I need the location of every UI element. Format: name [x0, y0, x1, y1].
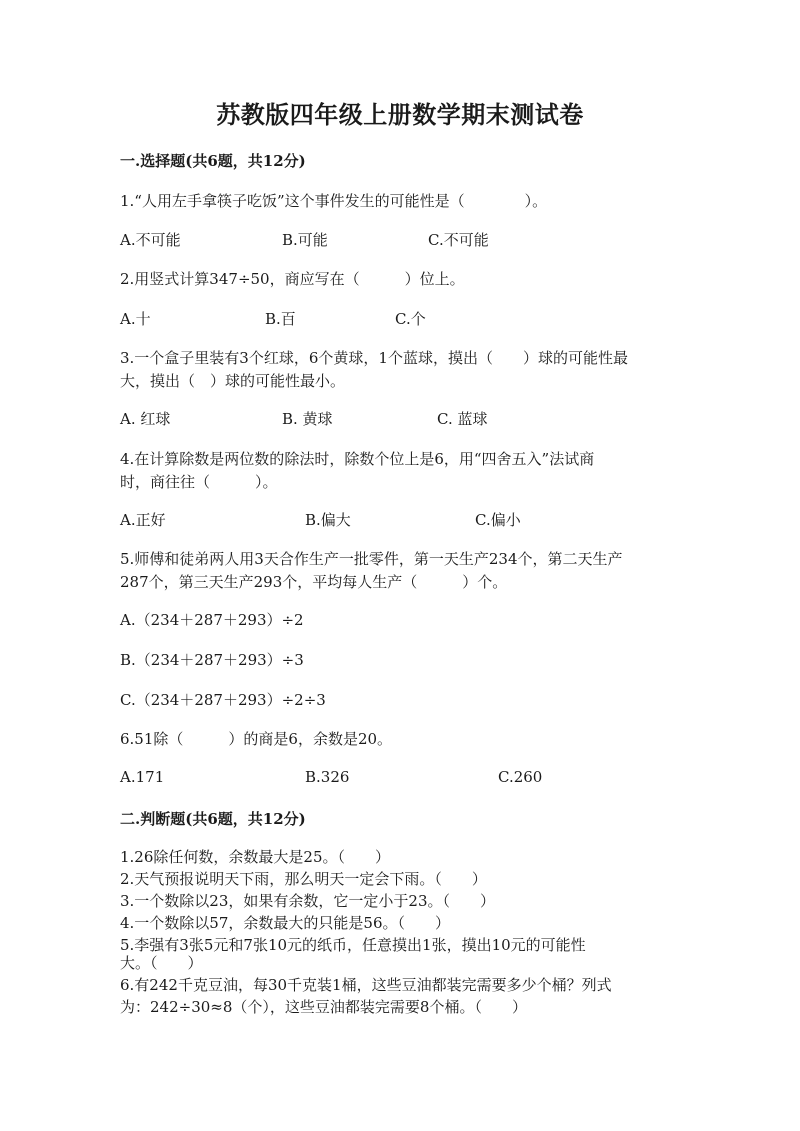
question-5-line-2: 287个，第三天生产293个，平均每人生产（ ）个。: [120, 573, 508, 591]
question-1-option-a: A.不可能: [120, 231, 181, 249]
judgement-item-1: 1.26除任何数，余数最大是25。（ ）: [120, 848, 390, 866]
question-3-option-a: A. 红球: [120, 410, 171, 428]
judgement-item-6-line-1: 6.有242千克豆油，每30千克装1桶，这些豆油都装完需要多少个桶？列式: [120, 976, 612, 994]
question-2-option-a: A.十: [120, 310, 151, 328]
judgement-item-3: 3.一个数除以23，如果有余数，它一定小于23。（ ）: [120, 892, 495, 910]
question-6: 6.51除（ ）的商是6，余数是20。: [120, 730, 393, 748]
question-2-option-b: B.百: [265, 310, 296, 328]
judgement-item-6-line-2: 为：242÷30≈8（个），这些豆油都装完需要8个桶。（ ）: [120, 998, 527, 1016]
question-6-option-c: C.260: [498, 768, 543, 786]
question-2: 2.用竖式计算347÷50，商应写在（ ）位上。: [120, 270, 465, 288]
section-heading-judgement: 二.判断题(共6题，共12分): [120, 810, 306, 828]
section-heading-choice: 一.选择题(共6题，共12分): [120, 152, 306, 170]
question-1-option-c: C.不可能: [428, 231, 489, 249]
question-1-option-b: B.可能: [282, 231, 328, 249]
question-2-option-c: C.个: [395, 310, 426, 328]
question-5-line-1: 5.师傅和徒弟两人用3天合作生产一批零件，第一天生产234个，第二天生产: [120, 550, 623, 568]
question-4-option-a: A.正好: [120, 511, 166, 529]
judgement-item-5-line-1: 5.李强有3张5元和7张10元的纸币，任意摸出1张，摸出10元的可能性: [120, 936, 586, 954]
judgement-item-5-line-2: 大。（ ）: [120, 954, 203, 972]
judgement-item-4: 4.一个数除以57，余数最大的只能是56。（ ）: [120, 914, 450, 932]
question-4-option-c: C.偏小: [475, 511, 521, 529]
question-3-line-1: 3.一个盒子里装有3个红球，6个黄球，1个蓝球，摸出（ ）球的可能性最: [120, 349, 628, 367]
question-1: 1.“人用左手拿筷子吃饭”这个事件发生的可能性是（ ）。: [120, 192, 548, 210]
question-4-option-b: B.偏大: [305, 511, 351, 529]
exam-title: 苏教版四年级上册数学期末测试卷: [216, 100, 584, 129]
question-3-option-b: B. 黄球: [282, 410, 333, 428]
question-5-option-b: B.（234＋287＋293）÷3: [120, 651, 304, 669]
question-5-option-a: A.（234＋287＋293）÷2: [120, 611, 304, 629]
question-4-line-2: 时，商往往（ ）。: [120, 473, 278, 491]
question-5-option-c: C.（234＋287＋293）÷2÷3: [120, 691, 326, 709]
question-3-line-2: 大，摸出（ ）球的可能性最小。: [120, 372, 346, 390]
question-3-option-c: C. 蓝球: [437, 410, 488, 428]
question-6-option-a: A.171: [120, 768, 165, 786]
question-4-line-1: 4.在计算除数是两位数的除法时，除数个位上是6，用“四舍五入”法试商: [120, 450, 595, 468]
question-6-option-b: B.326: [305, 768, 350, 786]
judgement-item-2: 2.天气预报说明天下雨，那么明天一定会下雨。（ ）: [120, 870, 487, 888]
